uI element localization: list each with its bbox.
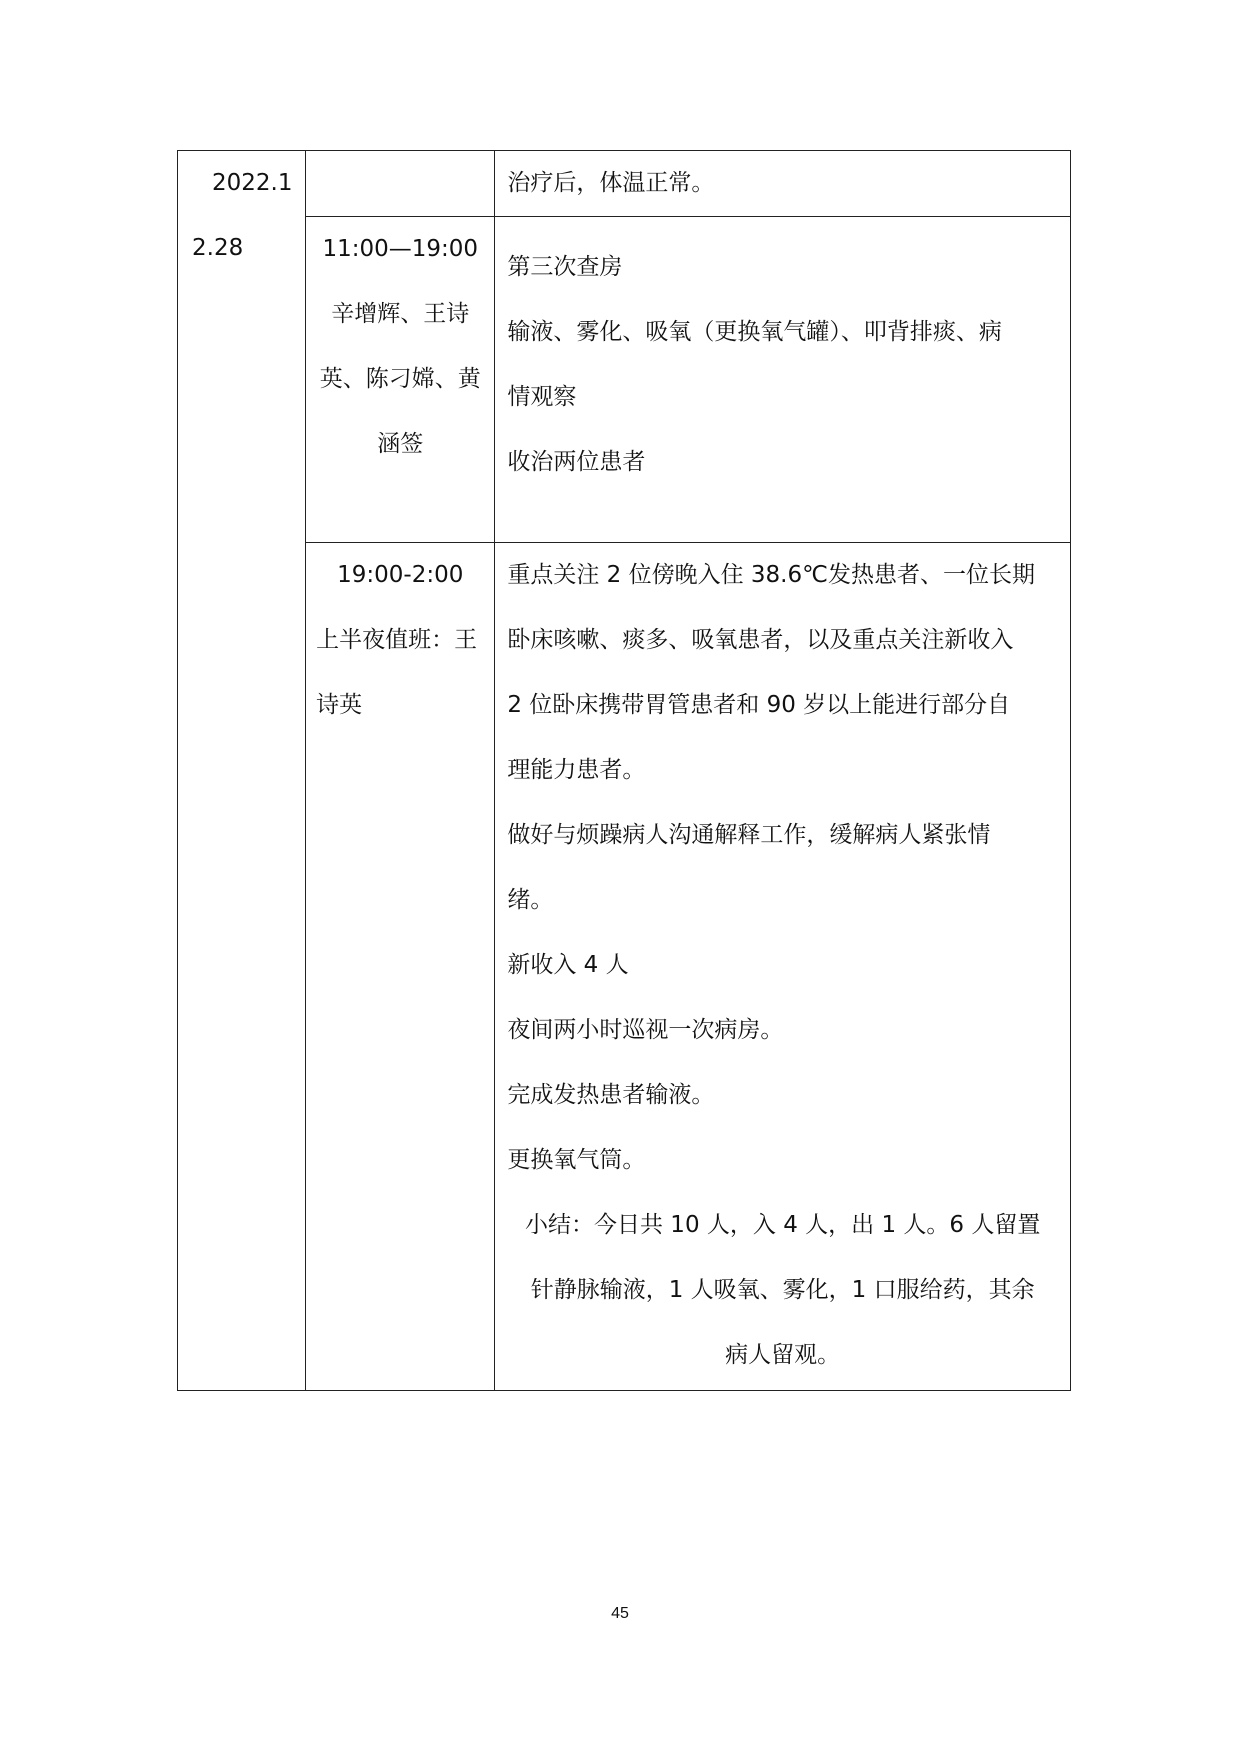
content-line: 收治两位患者 [507, 449, 646, 475]
shift-line: 上半夜值班：王 [316, 627, 478, 653]
nursing-log-table [177, 150, 1071, 1391]
content-line: 理能力患者。 [507, 757, 646, 783]
content-line: 卧床咳嗽、痰多、吸氧患者，以及重点关注新收入 [507, 627, 1014, 653]
content-line: 更换氧气筒。 [507, 1147, 646, 1173]
table-row [178, 543, 1071, 1391]
summary-block [495, 1193, 1070, 1388]
content-line: 新收入 4 人 [507, 952, 629, 978]
date-line: 2.28 [192, 235, 244, 261]
shift-line: 19:00-2:00 [337, 562, 464, 588]
summary-line: 针静脉输液，1 人吸氧、雾化，1 口服给药，其余 [530, 1277, 1035, 1303]
content-line: 第三次查房 [507, 254, 623, 280]
shift-cell [306, 543, 495, 1391]
page-number: 45 [611, 1605, 629, 1622]
content-line: 输液、雾化、吸氧（更换氧气罐）、叩背排痰、病 [507, 319, 1002, 345]
summary-line: 病人留观。 [725, 1342, 841, 1368]
shift-line: 诗英 [316, 692, 363, 718]
shift-cell [306, 151, 495, 217]
date-cell [178, 151, 306, 1391]
content-line: 重点关注 2 位傍晚入住 38.6℃发热患者、一位长期 [507, 562, 1035, 588]
content-line: 2 位卧床携带胃管患者和 90 岁以上能进行部分自 [507, 692, 1011, 718]
content-line: 完成发热患者输液。 [507, 1082, 715, 1108]
date-line: 2022.1 [212, 170, 293, 196]
content-line: 治疗后，体温正常。 [507, 170, 715, 196]
shift-line: 11:00—19:00 [322, 236, 479, 262]
shift-cell [306, 217, 495, 543]
content-line: 做好与烦躁病人沟通解释工作，缓解病人紧张情 [507, 822, 991, 848]
content-cell [495, 217, 1071, 543]
shift-line: 英、陈刁嫦、黄 [319, 366, 481, 392]
content-cell [495, 543, 1071, 1391]
table-row [178, 217, 1071, 543]
content-line: 绪。 [507, 887, 554, 913]
summary-line: 小结：今日共 10 人，入 4 人，出 1 人。6 人留置 [525, 1212, 1041, 1238]
table-row [178, 151, 1071, 217]
content-line: 夜间两小时巡视一次病房。 [507, 1017, 784, 1043]
shift-line: 辛增辉、王诗 [331, 301, 470, 327]
shift-line: 涵签 [377, 431, 424, 457]
content-cell [495, 151, 1071, 217]
content-line: 情观察 [507, 384, 577, 410]
